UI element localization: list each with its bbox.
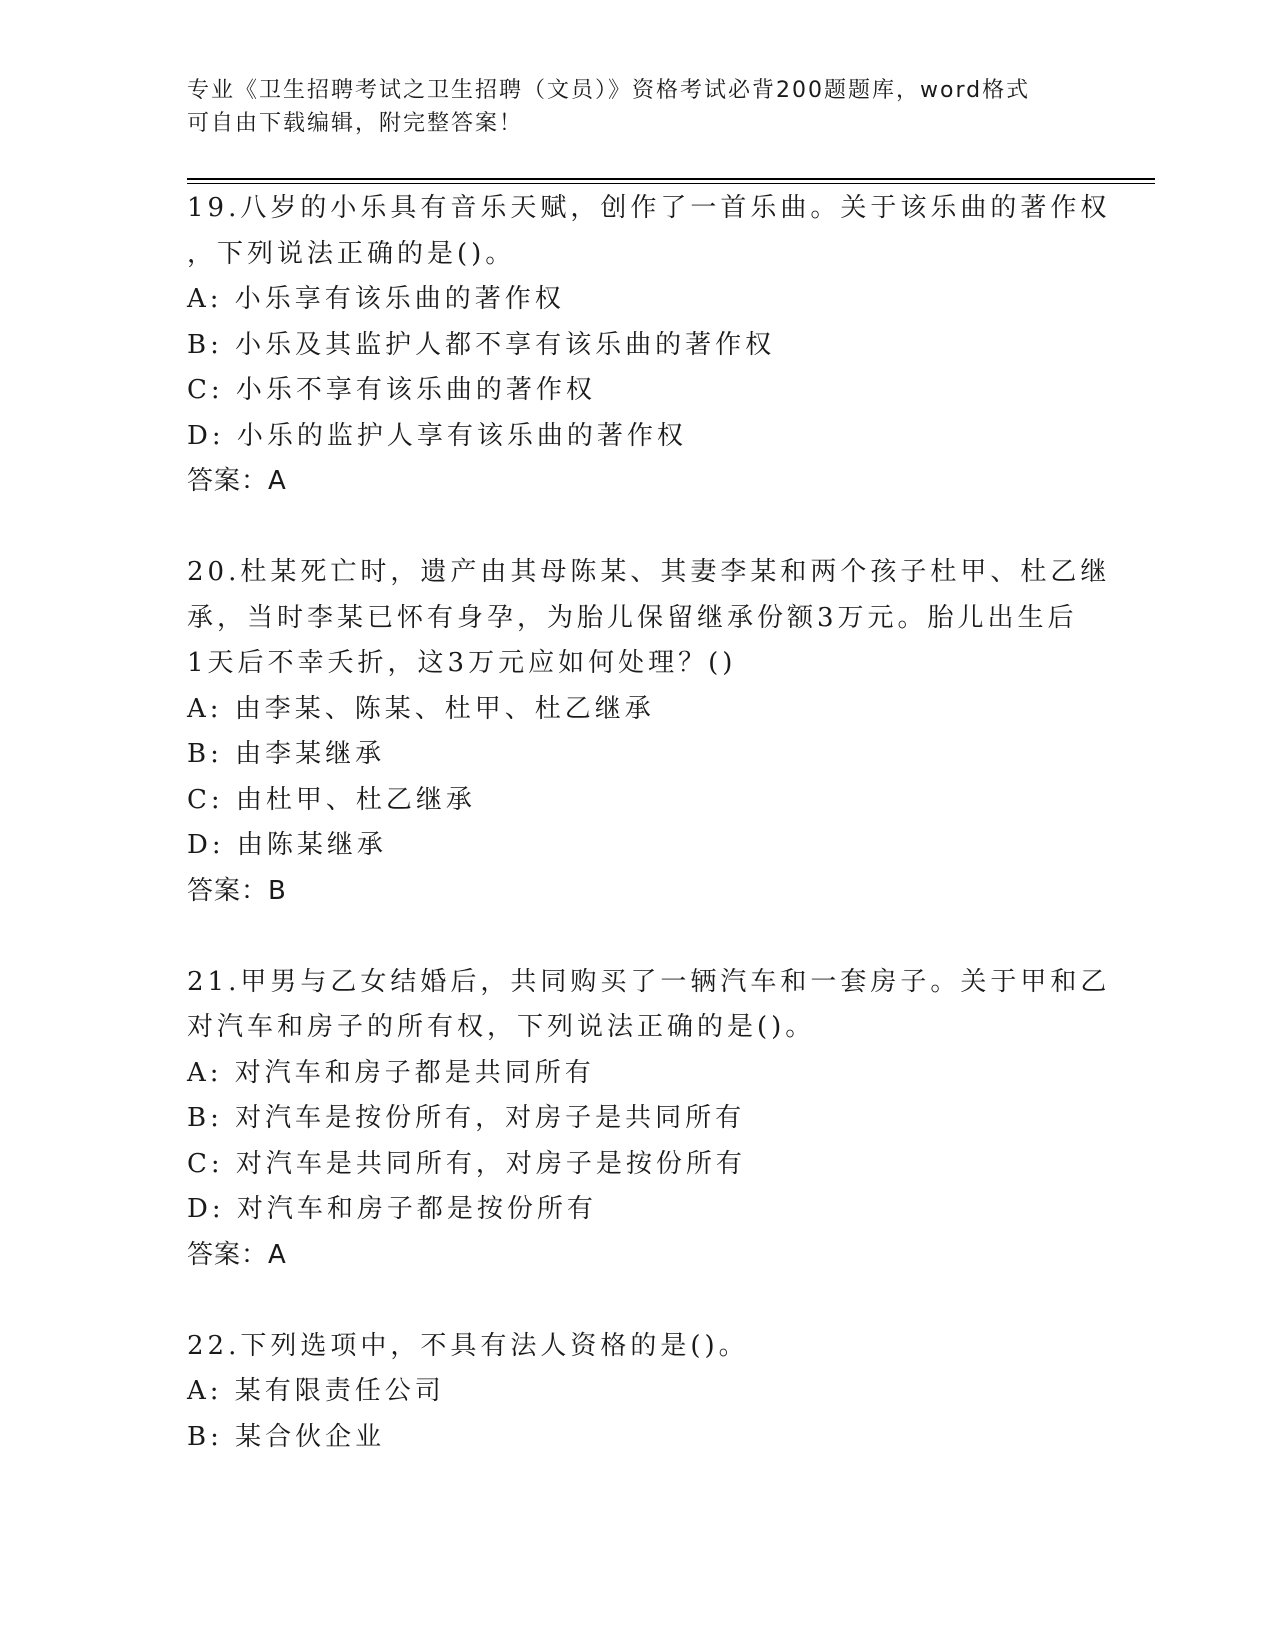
question-20 [187,550,1111,914]
document-header [187,74,1067,140]
option-b: B: 某合伙企业 [187,1421,386,1452]
answer-line: 答案：A [187,1239,287,1270]
option-a: A: 小乐享有该乐曲的著作权 [187,284,565,314]
question-stem-line: 承，当时李某已怀有身孕，为胎儿保留继承份额3万元。胎儿出生后 [187,602,1078,633]
answer-line: 答案：A [187,466,287,496]
question-list [187,186,1111,1460]
question-spacer [187,914,1087,960]
question-22 [187,1324,1087,1461]
header-divider-thin [187,183,1155,184]
question-stem-line: 1天后不幸夭折，这3万元应如何处理？() [187,648,737,678]
option-c: C: 对汽车是共同所有，对房子是按份所有 [187,1148,746,1179]
option-b: B: 由李某继承 [187,739,386,769]
question-spacer [187,505,1087,551]
option-a: A: 某有限责任公司 [187,1376,445,1406]
question-stem-line: ，下列说法正确的是()。 [187,238,516,269]
header-divider-thick [187,178,1155,180]
option-c: C: 由杜甲、杜乙继承 [187,784,476,815]
answer-line: 答案：B [187,875,287,906]
question-stem-line: 19.八岁的小乐具有音乐天赋，创作了一首乐曲。关于该乐曲的著作权 [187,193,1111,223]
header-line-1: 专业《卫生招聘考试之卫生招聘（文员）》资格考试必背200题题库，word格式 [187,78,1031,103]
question-stem-line: 20.杜某死亡时，遗产由其母陈某、其妻李某和两个孩子杜甲、杜乙继 [187,557,1111,587]
option-d: D: 小乐的监护人享有该乐曲的著作权 [187,420,687,451]
option-a: A: 由李某、陈某、杜甲、杜乙继承 [187,693,655,724]
option-c: C: 小乐不享有该乐曲的著作权 [187,375,596,405]
option-d: D: 由陈某继承 [187,830,387,860]
question-21 [187,960,1111,1279]
question-spacer [187,1278,1087,1324]
option-b: B: 小乐及其监护人都不享有该乐曲的著作权 [187,329,776,360]
question-stem-line: 对汽车和房子的所有权，下列说法正确的是()。 [187,1012,816,1042]
header-line-2: 可自由下载编辑，附完整答案！ [187,111,524,136]
question-stem-line: 21.甲男与乙女结婚后，共同购买了一辆汽车和一套房子。关于甲和乙 [187,966,1111,997]
question-stem-line: 22.下列选项中，不具有法人资格的是()。 [187,1330,749,1361]
question-19 [187,186,1111,505]
option-a: A: 对汽车和房子都是共同所有 [187,1057,595,1088]
option-d: D: 对汽车和房子都是按份所有 [187,1194,597,1224]
option-b: B: 对汽车是按份所有，对房子是共同所有 [187,1103,746,1133]
